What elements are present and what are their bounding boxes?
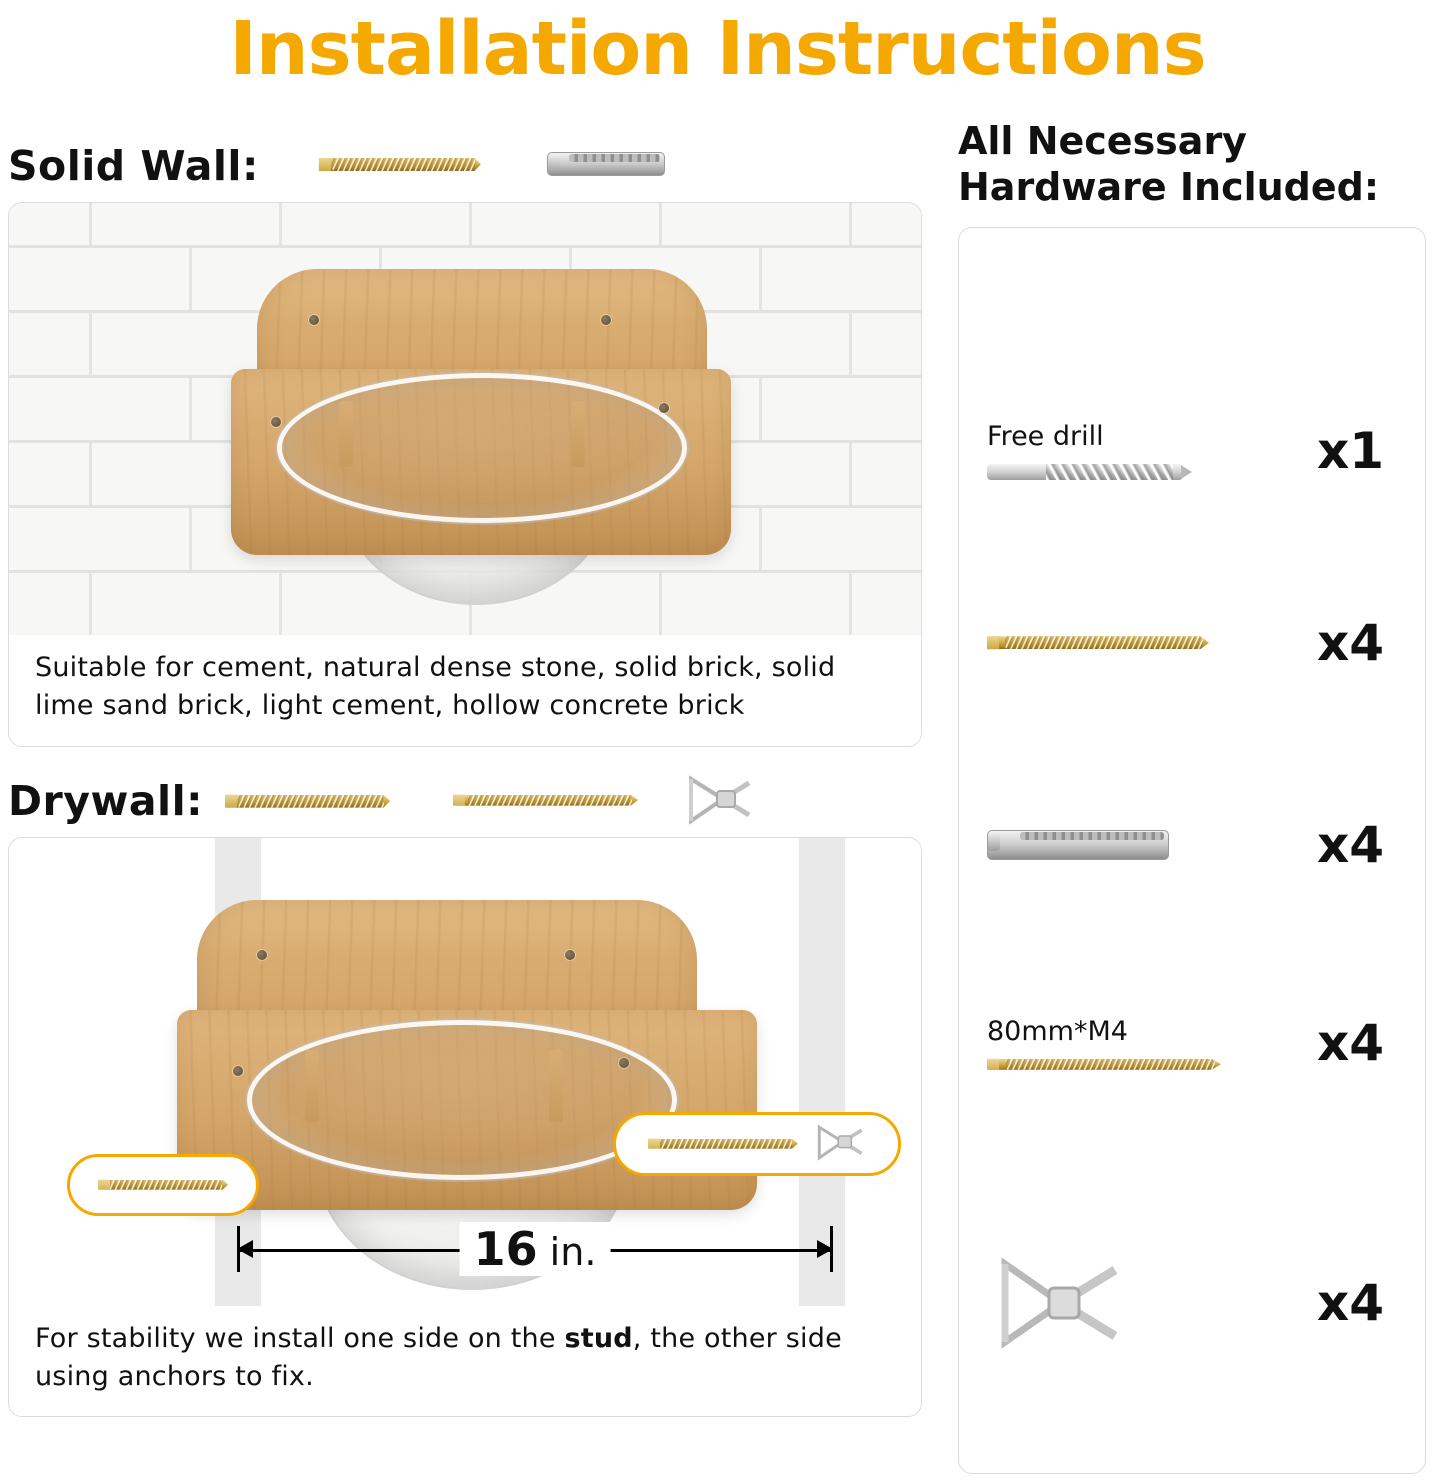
hardware-item-name: 80mm*M4 [987, 1015, 1128, 1047]
dimension-arrow-left [237, 1240, 253, 1258]
dimension-value: 16 [473, 1221, 538, 1276]
screw-head-icon [257, 950, 267, 960]
drywall-photo [9, 838, 921, 1306]
screw-head-icon [271, 417, 281, 427]
support-rib [305, 1050, 319, 1122]
hardware-item-graphic [959, 1016, 1317, 1070]
drill-bit-icon [987, 464, 1183, 480]
screw-head-icon [565, 950, 575, 960]
drywall-hardware-strip [203, 765, 928, 837]
hardware-item-qty: x4 [1317, 1013, 1385, 1072]
left-column [8, 130, 928, 1417]
callout-left-screw [67, 1154, 259, 1216]
toggle-anchor-icon [987, 1248, 1127, 1358]
hardware-column [958, 118, 1426, 1474]
stud-spacing-dimension [237, 1221, 833, 1276]
screw-head-icon [309, 315, 319, 325]
support-rib [571, 401, 585, 467]
support-rib [549, 1050, 563, 1122]
drywall-caption-before: For stability we install one side on the [35, 1322, 565, 1354]
screw-head-icon [601, 315, 611, 325]
solid-wall-label: Solid Wall: [8, 142, 259, 190]
dimension-unit: in. [537, 1229, 597, 1274]
screw-head-icon [233, 1066, 243, 1076]
screw-head-icon [659, 403, 669, 413]
page-title: Installation Instructions [229, 6, 1206, 92]
callout-right-screw-anchor [613, 1112, 901, 1176]
gray-wall-anchor-icon [987, 830, 1169, 860]
solid-wall-header [8, 130, 928, 202]
drywall-caption-bold: stud [564, 1322, 633, 1354]
dimension-arrow-right [817, 1240, 833, 1258]
cat-window-product-solid [209, 251, 729, 631]
drywall-header [8, 765, 928, 837]
toggle-anchor-icon [681, 771, 755, 833]
support-rib [339, 401, 353, 467]
hardware-item-anchor [959, 770, 1425, 920]
hardware-title [958, 118, 1426, 211]
long-gold-screw-icon [453, 795, 638, 806]
hardware-title-line2: Hardware Included: [958, 165, 1380, 210]
hardware-item-screw [959, 568, 1425, 718]
hardware-item-name: Free drill [987, 421, 1104, 453]
long-gold-screw-icon [987, 1059, 1221, 1070]
gold-screw-icon [225, 795, 390, 808]
hardware-item-graphic [959, 636, 1317, 649]
hardware-item-drill [959, 376, 1425, 526]
solid-wall-hardware-strip [259, 130, 928, 202]
gold-screw-icon [98, 1180, 228, 1190]
hardware-item-qty: x4 [1317, 1273, 1385, 1332]
screw-head-icon [619, 1058, 629, 1068]
hardware-item-qty: x1 [1317, 421, 1385, 480]
drywall-caption [9, 1306, 921, 1417]
solid-wall-panel [8, 202, 922, 747]
hardware-title-line1: All Necessary [958, 119, 1247, 163]
gray-wall-anchor-icon [547, 152, 665, 176]
drywall-caption-after: , the other side using anchors to fix. [35, 1322, 842, 1392]
hardware-item-graphic [959, 421, 1317, 480]
hardware-item-qty: x4 [1317, 815, 1385, 874]
toggle-anchor-icon [812, 1121, 866, 1167]
hardware-item-graphic [959, 1248, 1317, 1358]
solid-wall-caption: Suitable for cement, natural dense stone, solid brick, solid lime sand brick, light cement, hollow concrete brick [35, 652, 836, 722]
gold-screw-icon [319, 158, 481, 171]
long-gold-screw-icon [648, 1139, 798, 1149]
hardware-item-long-screw [959, 968, 1425, 1118]
dimension-text [460, 1222, 611, 1276]
hardware-item-graphic [959, 830, 1317, 860]
drywall-label: Drywall: [8, 776, 204, 825]
solid-wall-photo [9, 203, 921, 635]
hardware-panel [958, 227, 1426, 1474]
hardware-item-toggle [959, 1228, 1425, 1378]
gold-screw-icon [987, 636, 1209, 649]
drywall-panel [8, 837, 922, 1418]
hardware-item-qty: x4 [1317, 613, 1385, 672]
